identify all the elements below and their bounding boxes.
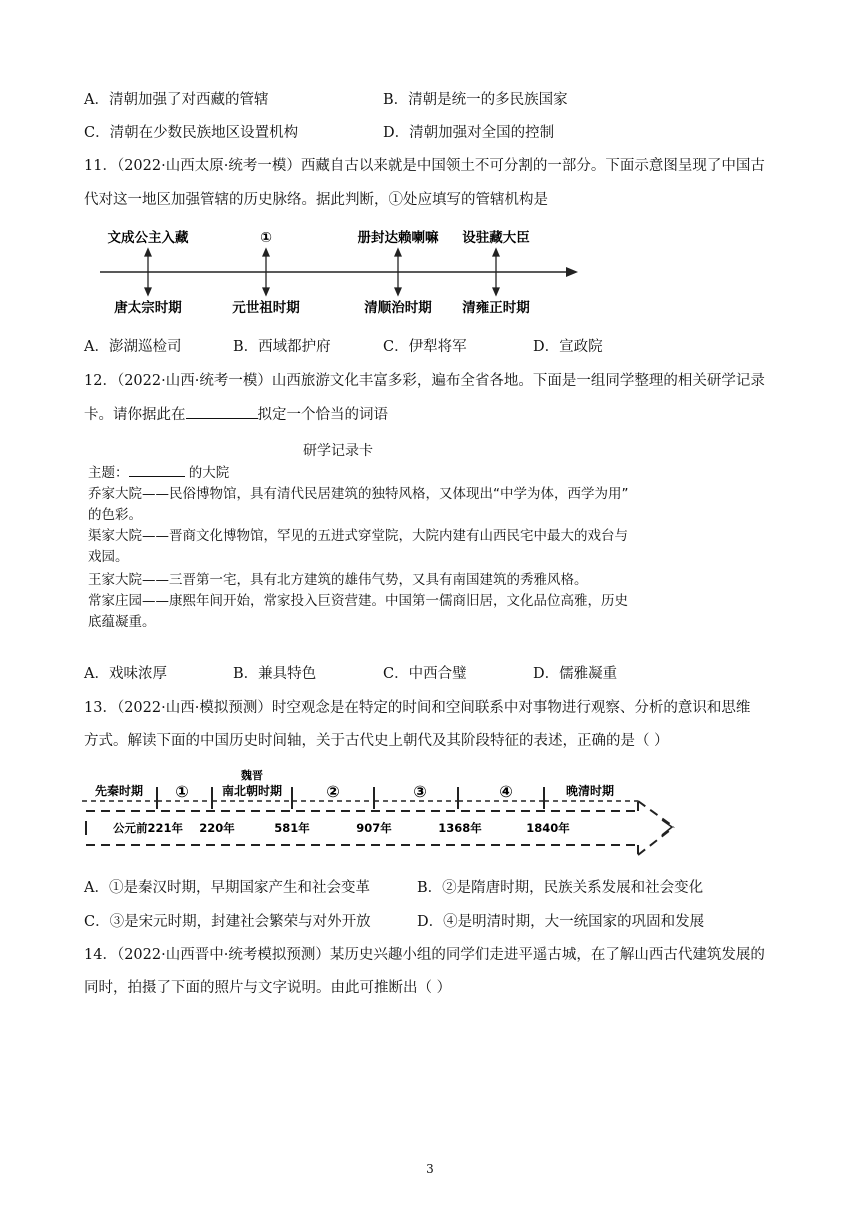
q11-option-d: D．宣政院	[533, 339, 603, 355]
q12-stem-line2	[84, 404, 388, 425]
q13-year-6: 1840年	[526, 821, 570, 835]
q11-timeline-bottom-4: 清雍正时期	[462, 300, 530, 316]
q12-stem-suffix: 拟定一个恰当的词语	[257, 407, 388, 423]
q11-timeline-top-3: 册封达赖喇嘛	[357, 230, 439, 246]
card-line-1: 乔家大院——民俗博物馆，具有清代民居建筑的独特风格，又体现出“中学为体，西学为用”	[88, 486, 629, 502]
q13-year-2: 220年	[199, 821, 235, 835]
q11-stem-line1: 11．（2022·山西太原·统考一模）西藏自古以来就是中国领土不可分割的一部分。下面示意图呈现了中国古	[84, 158, 765, 174]
q11-timeline-top-2: ①	[260, 230, 272, 246]
q12-stem-line1: 12．（2022·山西·统考一模）山西旅游文化丰富多彩，遍布全省各地。下面是一组同学整理的相关研学记录	[84, 373, 765, 389]
card-theme-blank	[129, 464, 185, 477]
q10-option-b: B．清朝是统一的多民族国家	[383, 92, 568, 108]
q14-stem-line2: 同时，拍摄了下面的照片与文字说明。由此可推断出（ ）	[84, 980, 452, 996]
q11-option-c: C．伊犁将军	[383, 339, 467, 355]
q13-period-5: ③	[413, 782, 427, 801]
q13-option-c: C．③是宋元时期，封建社会繁荣与对外开放	[84, 914, 371, 930]
q11-timeline-bottom-1: 唐太宗时期	[114, 300, 182, 316]
card-line-2: 的色彩。	[88, 507, 142, 523]
q13-option-b: B．②是隋唐时期，民族关系发展和社会变化	[417, 880, 704, 896]
q11-option-b: B．西域都护府	[233, 339, 331, 355]
q13-period-4: ②	[326, 782, 340, 801]
q12-answer-blank	[186, 404, 258, 419]
q13-year-1: 公元前221年	[112, 821, 184, 835]
card-theme-suffix: 的大院	[184, 465, 230, 481]
q11-timeline-bottom-2: 元世祖时期	[232, 300, 300, 316]
card-line-4: 戏园。	[88, 549, 129, 565]
page-number: 3	[426, 1162, 434, 1176]
card-line-3: 渠家大院——晋商文化博物馆，罕见的五进式穿堂院，大院内建有山西民宅中最大的戏台与	[88, 528, 628, 544]
card-theme	[88, 464, 229, 483]
q13-option-a: A．①是秦汉时期，早期国家产生和社会变革	[84, 880, 370, 896]
card-title: 研学记录卡	[303, 443, 373, 459]
q13-year-5: 1368年	[438, 821, 482, 835]
q11-option-a: A．澎湖巡检司	[84, 339, 182, 355]
q11-timeline-top-1: 文成公主入藏	[107, 230, 189, 246]
q11-timeline-bottom-3: 清顺治时期	[364, 300, 432, 316]
q10-option-c: C．清朝在少数民族地区设置机构	[84, 125, 299, 141]
q13-option-d: D．④是明清时期，大一统国家的巩固和发展	[417, 914, 705, 930]
q13-stem-line2: 方式。解读下面的中国历史时间轴，关于古代史上朝代及其阶段特征的表述，正确的是（ ）	[84, 733, 669, 749]
q13-history-timeline	[82, 765, 682, 860]
study-record-card	[88, 440, 678, 640]
q12-stem-prefix: 卡。请你据此在	[84, 407, 186, 423]
q13-period-3a: 魏晋	[241, 769, 263, 782]
q12-option-a: A．戏味浓厚	[84, 666, 167, 682]
q12-option-c: C．中西合璧	[383, 666, 467, 682]
q13-year-4: 907年	[356, 821, 392, 835]
q13-period-3b: 南北朝时期	[221, 784, 283, 798]
q13-period-1: 先秦时期	[94, 784, 144, 798]
q11-timeline-figure	[90, 222, 590, 322]
q13-period-6: ④	[499, 782, 513, 801]
q13-period-2: ①	[175, 782, 189, 801]
q14-stem-line1: 14．（2022·山西晋中·统考模拟预测）某历史兴趣小组的同学们走进平遥古城，在了解山西古代建筑发展的	[84, 947, 765, 963]
card-theme-label: 主题：	[88, 465, 129, 481]
q10-option-d: D．清朝加强对全国的控制	[383, 125, 555, 141]
q10-option-a: A．清朝加强了对西藏的管辖	[84, 92, 269, 108]
card-line-5: 王家大院——三晋第一宅，具有北方建筑的雄伟气势，又具有南国建筑的秀雅风格。	[88, 572, 588, 588]
q12-option-b: B．兼具特色	[233, 666, 317, 682]
q13-period-7: 晚清时期	[565, 784, 615, 798]
card-line-6: 常家庄园——康熙年间开始，常家投入巨资营建。中国第一儒商旧居，文化品位高雅，历史	[88, 593, 628, 609]
q11-timeline-top-4: 设驻藏大臣	[462, 230, 530, 246]
q13-year-3: 581年	[274, 821, 310, 835]
q11-stem-line2: 代对这一地区加强管辖的历史脉络。据此判断，①处应填写的管辖机构是	[84, 192, 548, 208]
q12-option-d: D．儒雅凝重	[533, 666, 618, 682]
q13-stem-line1: 13．（2022·山西·模拟预测）时空观念是在特定的时间和空间联系中对事物进行观察、分析的意识和思维	[84, 700, 751, 716]
card-line-7: 底蕴凝重。	[88, 614, 156, 630]
